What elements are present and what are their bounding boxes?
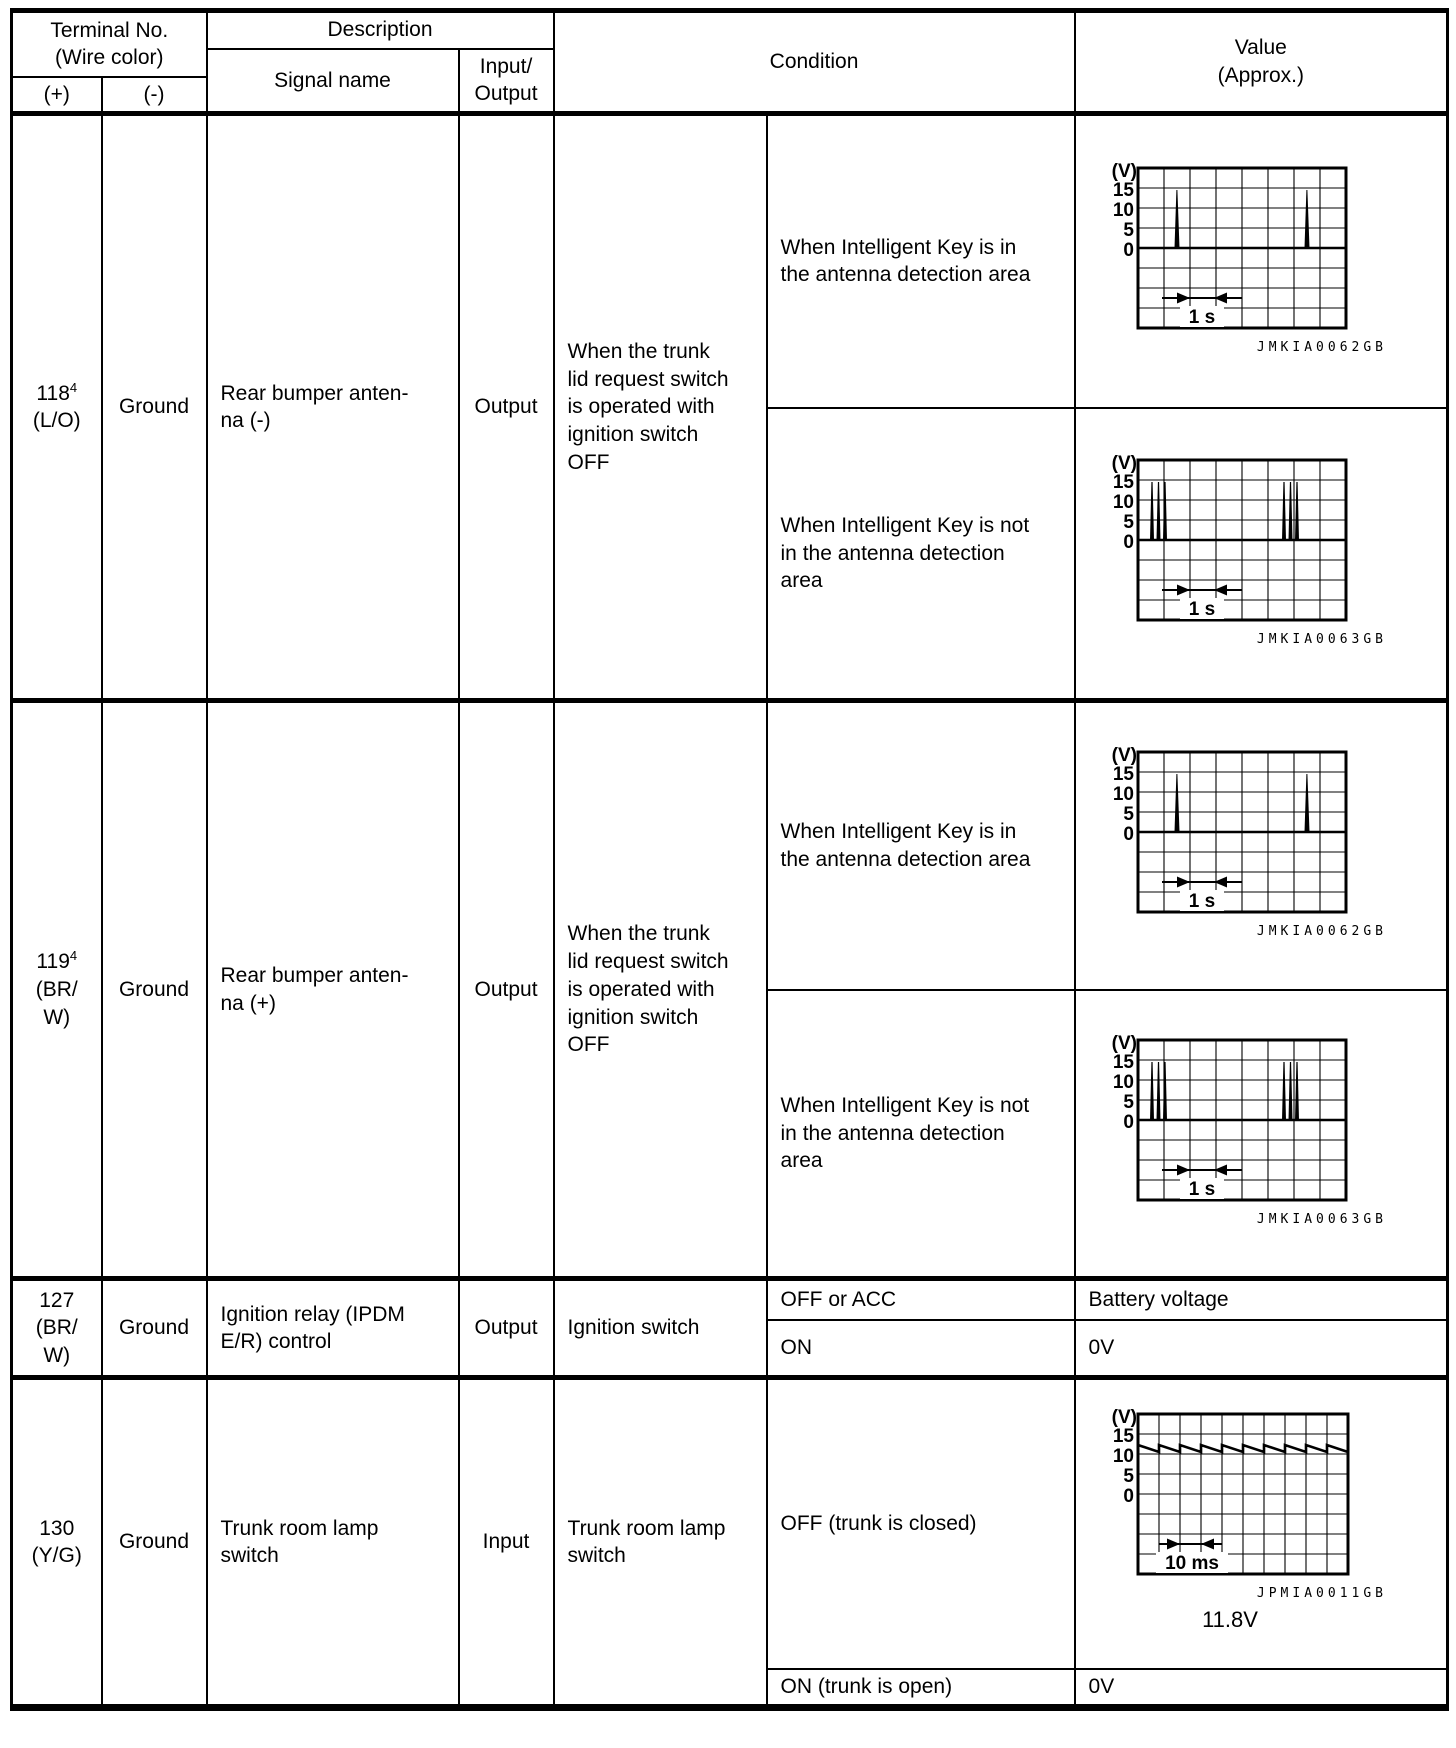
terminal-minus-cell: Ground bbox=[102, 1378, 207, 1708]
condition-line: ignition switch bbox=[567, 423, 699, 447]
io-cell: Output bbox=[459, 1279, 554, 1378]
wire-color-line: W) bbox=[43, 1344, 71, 1368]
single-pulse-chart bbox=[1098, 160, 1388, 356]
io-header bbox=[459, 49, 554, 114]
subcondition-line: in the antenna detection bbox=[780, 1121, 1005, 1145]
wire-color-line: (Y/G) bbox=[31, 1544, 82, 1568]
terminal-header-line: Terminal No. bbox=[50, 18, 169, 42]
condition-line: switch bbox=[567, 1544, 626, 1568]
burst-pulse-chart bbox=[1098, 452, 1388, 648]
value-header-line: (Approx.) bbox=[1217, 64, 1304, 88]
io-cell: Input bbox=[459, 1378, 554, 1708]
single-pulse-chart bbox=[1098, 744, 1388, 940]
subcondition-cell: OFF or ACC bbox=[767, 1279, 1075, 1320]
io-cell: Output bbox=[459, 114, 554, 701]
terminal-plus-cell bbox=[12, 701, 102, 1279]
terminal-plus-cell bbox=[12, 1378, 102, 1708]
subcondition-line: When Intelligent Key is in bbox=[780, 235, 1017, 259]
subcondition-cell: OFF (trunk is closed) bbox=[767, 1378, 1075, 1669]
terminal-footnote-ref: 4 bbox=[69, 948, 78, 964]
value-waveform-cell bbox=[1075, 408, 1448, 701]
terminal-number: 130 bbox=[39, 1516, 75, 1540]
io-header-line: Input/ bbox=[479, 54, 533, 78]
terminal-minus-cell: Ground bbox=[102, 701, 207, 1279]
subcondition-line: in the antenna detection bbox=[780, 541, 1005, 565]
terminal-plus-cell bbox=[12, 114, 102, 701]
row-119-sub-1 bbox=[12, 701, 1448, 990]
condition-cell bbox=[554, 701, 767, 1279]
subcondition-cell bbox=[767, 701, 1075, 990]
mean-voltage-label: 11.8V bbox=[1201, 1607, 1258, 1633]
signal-line: Rear bumper anten- bbox=[220, 381, 409, 405]
subcondition-cell: ON (trunk is open) bbox=[767, 1669, 1075, 1708]
waveform-code: JMKIA0063GB bbox=[1256, 1211, 1387, 1227]
value-waveform-cell bbox=[1075, 990, 1448, 1279]
signal-line: E/R) control bbox=[220, 1330, 332, 1354]
condition-line: is operated with bbox=[567, 977, 715, 1001]
subcondition-line: the antenna detection area bbox=[780, 263, 1031, 287]
condition-line: When the trunk bbox=[567, 922, 710, 946]
signal-line: Trunk room lamp bbox=[220, 1516, 379, 1540]
plus-header: (+) bbox=[12, 77, 102, 114]
wire-color-line: (L/O) bbox=[32, 409, 81, 433]
condition-cell bbox=[554, 1378, 767, 1708]
signal-line: na (+) bbox=[220, 991, 276, 1015]
header-row-1 bbox=[12, 11, 1448, 49]
terminal-minus-cell: Ground bbox=[102, 114, 207, 701]
condition-line: ignition switch bbox=[567, 1005, 699, 1029]
value-text-cell: 0V bbox=[1075, 1320, 1448, 1378]
signal-line: na (-) bbox=[220, 409, 271, 433]
signal-name-header: Signal name bbox=[207, 49, 459, 114]
condition-line: lid request switch bbox=[567, 367, 729, 391]
terminal-number: 118 bbox=[36, 381, 70, 405]
subcondition-line: When Intelligent Key is in bbox=[780, 820, 1017, 844]
signal-line: Ignition relay (IPDM bbox=[220, 1302, 405, 1326]
io-cell: Output bbox=[459, 701, 554, 1279]
io-header-line: Output bbox=[474, 82, 538, 106]
signal-name-cell bbox=[207, 701, 459, 1279]
condition-line: Trunk room lamp bbox=[567, 1516, 726, 1540]
description-header: Description bbox=[207, 11, 554, 49]
value-text-cell: 0V bbox=[1075, 1669, 1448, 1708]
condition-line: is operated with bbox=[567, 395, 715, 419]
subcondition-line: area bbox=[780, 569, 823, 593]
subcondition-cell bbox=[767, 114, 1075, 408]
wire-color-line: (BR/ bbox=[35, 1316, 78, 1340]
condition-line: OFF bbox=[567, 1033, 610, 1057]
row-130-sub-1 bbox=[12, 1378, 1448, 1669]
subcondition-cell bbox=[767, 408, 1075, 701]
waveform-code: JPMIA0011GB bbox=[1256, 1586, 1387, 1602]
condition-cell bbox=[554, 114, 767, 701]
condition-line: When the trunk bbox=[567, 339, 710, 363]
terminal-number: 127 bbox=[39, 1288, 75, 1312]
signal-name-cell bbox=[207, 1378, 459, 1708]
sawtooth-chart bbox=[1098, 1406, 1388, 1634]
terminal-spec-table bbox=[10, 8, 1449, 1711]
burst-pulse-chart bbox=[1098, 1032, 1388, 1228]
value-header bbox=[1075, 11, 1448, 114]
subcondition-line: area bbox=[780, 1149, 823, 1173]
wire-color-line: W) bbox=[43, 1005, 71, 1029]
signal-name-cell bbox=[207, 114, 459, 701]
terminal-number: 119 bbox=[36, 950, 70, 974]
subcondition-line: When Intelligent Key is not bbox=[780, 1093, 1030, 1117]
condition-header: Condition bbox=[554, 11, 1075, 114]
value-waveform-cell bbox=[1075, 114, 1448, 408]
condition-line: lid request switch bbox=[567, 950, 729, 974]
terminal-header-line: (Wire color) bbox=[55, 46, 164, 70]
value-text-cell: Battery voltage bbox=[1075, 1279, 1448, 1320]
value-waveform-cell bbox=[1075, 701, 1448, 990]
row-118-sub-1 bbox=[12, 114, 1448, 408]
terminal-footnote-ref: 4 bbox=[69, 379, 78, 395]
terminal-no-header bbox=[12, 11, 207, 77]
terminal-plus-cell bbox=[12, 1279, 102, 1378]
minus-header: (-) bbox=[102, 77, 207, 114]
waveform-code: JMKIA0063GB bbox=[1256, 631, 1387, 647]
condition-cell: Ignition switch bbox=[554, 1279, 767, 1378]
wire-color-line: (BR/ bbox=[35, 977, 78, 1001]
row-127-sub-1 bbox=[12, 1279, 1448, 1320]
waveform-code: JMKIA0062GB bbox=[1256, 924, 1387, 940]
value-waveform-cell bbox=[1075, 1378, 1448, 1669]
subcondition-line: the antenna detection area bbox=[780, 847, 1031, 871]
subcondition-line: When Intelligent Key is not bbox=[780, 513, 1030, 537]
signal-line: Rear bumper anten- bbox=[220, 964, 409, 987]
value-header-line: Value bbox=[1234, 36, 1287, 60]
condition-line: OFF bbox=[567, 450, 610, 474]
signal-line: switch bbox=[220, 1544, 279, 1568]
terminal-minus-cell: Ground bbox=[102, 1279, 207, 1378]
subcondition-cell bbox=[767, 990, 1075, 1279]
signal-name-cell bbox=[207, 1279, 459, 1378]
waveform-code: JMKIA0062GB bbox=[1256, 339, 1387, 355]
subcondition-cell: ON bbox=[767, 1320, 1075, 1378]
